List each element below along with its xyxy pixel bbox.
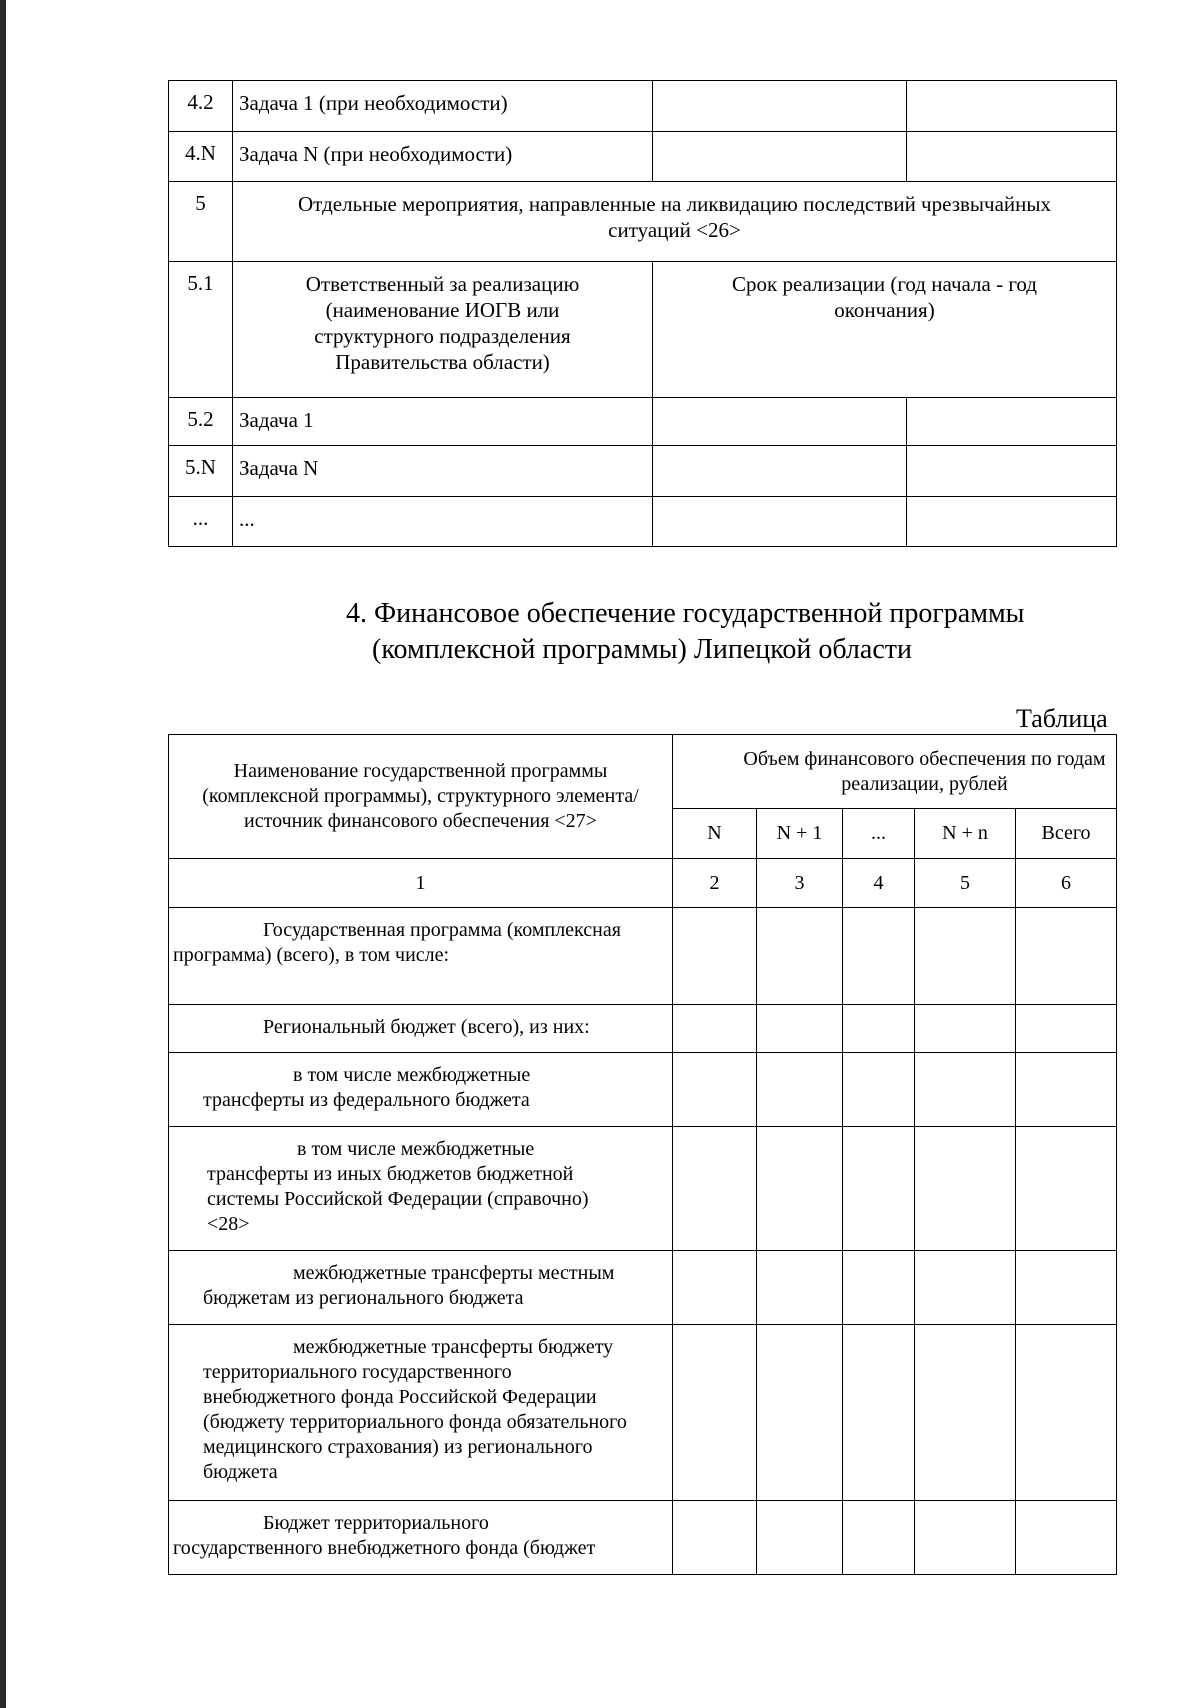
empty-cell	[915, 1251, 1016, 1325]
row-label-first-line: межбюджетные трансферты местным	[293, 1262, 615, 1284]
empty-cell	[653, 398, 907, 446]
empty-cell	[915, 1325, 1016, 1501]
column-number: 5	[915, 859, 1016, 908]
task-text: Задача 1	[233, 398, 653, 446]
row-label-first-line: в том числе межбюджетные	[297, 1138, 535, 1160]
row-label	[169, 1251, 673, 1325]
empty-cell	[673, 1053, 757, 1127]
row-number: 5.2	[169, 398, 233, 446]
empty-cell	[843, 1053, 915, 1127]
responsible-header: Ответственный за реализацию (наименование ИОГВ или структурного подразделения Правительства области)	[233, 262, 653, 398]
table-row	[169, 182, 1117, 262]
row-label	[169, 1005, 673, 1053]
row-label-first-line: в том числе межбюджетные	[293, 1064, 531, 1086]
empty-cell	[653, 497, 907, 547]
empty-cell	[1016, 908, 1117, 1005]
table-row	[169, 1501, 1117, 1575]
empty-cell	[907, 446, 1117, 497]
table-row	[169, 1251, 1117, 1325]
table-row	[169, 908, 1117, 1005]
row-label	[169, 908, 673, 1005]
total-column-header: Всего	[1016, 809, 1117, 859]
year-column-header: N + n	[915, 809, 1016, 859]
empty-cell	[1016, 1053, 1117, 1127]
section-5-title: Отдельные мероприятия, направленные на ликвидацию последствий чрезвычайных ситуаций <26>	[233, 182, 1117, 262]
task-text: ...	[233, 497, 653, 547]
empty-cell	[843, 1501, 915, 1575]
row-label-rest: государственного внебюджетного фонда (бюджет	[173, 1537, 596, 1559]
funding-group-header: Объем финансового обеспечения по годам реализации, рублей	[673, 735, 1117, 809]
empty-cell	[757, 1005, 843, 1053]
empty-cell	[757, 1053, 843, 1127]
table-row	[169, 1053, 1117, 1127]
empty-cell	[673, 1127, 757, 1251]
empty-cell	[907, 497, 1117, 547]
empty-cell	[1016, 1251, 1117, 1325]
table-row	[169, 398, 1117, 446]
row-label	[169, 1127, 673, 1251]
empty-cell	[653, 446, 907, 497]
table-row	[169, 81, 1117, 132]
task-text: Задача 1 (при необходимости)	[233, 81, 653, 132]
empty-cell	[673, 1005, 757, 1053]
empty-cell	[757, 908, 843, 1005]
column-number: 1	[169, 859, 673, 908]
table-header-row	[169, 735, 1117, 809]
heading-line-2: (комплексной программы) Липецкой области	[372, 634, 912, 665]
table-row	[169, 1325, 1117, 1501]
empty-cell	[673, 1325, 757, 1501]
task-text: Задача N	[233, 446, 653, 497]
empty-cell	[1016, 1325, 1117, 1501]
year-column-header: N	[673, 809, 757, 859]
empty-cell	[915, 1005, 1016, 1053]
heading-line-1: 4. Финансовое обеспечение государственной программы	[346, 598, 1025, 629]
table-row	[169, 1005, 1117, 1053]
scan-edge	[0, 0, 6, 1708]
row-label	[169, 1325, 673, 1501]
row-number: 4.N	[169, 132, 233, 182]
year-column-header: N + 1	[757, 809, 843, 859]
empty-cell	[673, 908, 757, 1005]
empty-cell	[757, 1251, 843, 1325]
empty-cell	[843, 908, 915, 1005]
table-row	[169, 446, 1117, 497]
column-number: 4	[843, 859, 915, 908]
row-label-rest: программа) (всего), в том числе:	[173, 944, 450, 966]
table-caption: Таблица	[1016, 704, 1108, 733]
empty-cell	[907, 132, 1117, 182]
row-label	[169, 1053, 673, 1127]
empty-cell	[907, 81, 1117, 132]
row-label-first-line: Региональный бюджет (всего), из них:	[263, 1016, 590, 1038]
row-label-first-line: Бюджет территориального	[263, 1512, 489, 1534]
empty-cell	[915, 1053, 1016, 1127]
empty-cell	[915, 1127, 1016, 1251]
empty-cell	[915, 1501, 1016, 1575]
financing-table	[168, 734, 1117, 1575]
empty-cell	[653, 81, 907, 132]
table-row	[169, 497, 1117, 547]
table-row	[169, 132, 1117, 182]
column-number: 6	[1016, 859, 1117, 908]
empty-cell	[1016, 1501, 1117, 1575]
term-header: Срок реализации (год начала - год окончания)	[653, 262, 1117, 398]
row-label-rest: территориального государственного внебюджетного фонда Российской Федерации (бюджету территориального фонда обязательного медицинского страхования) из регионального бюджета	[203, 1361, 627, 1483]
row-label-first-line: межбюджетные трансферты бюджету	[293, 1336, 614, 1358]
tasks-table	[168, 80, 1117, 547]
empty-cell	[907, 398, 1117, 446]
row-number: 5.N	[169, 446, 233, 497]
column-number: 3	[757, 859, 843, 908]
empty-cell	[843, 1005, 915, 1053]
empty-cell	[843, 1325, 915, 1501]
table-row	[169, 1127, 1117, 1251]
table-row	[169, 262, 1117, 398]
section-4-heading	[300, 596, 1100, 668]
row-number: ...	[169, 497, 233, 547]
row-label-first-line: Государственная программа (комплексная	[263, 919, 621, 941]
empty-cell	[757, 1325, 843, 1501]
empty-cell	[653, 132, 907, 182]
empty-cell	[673, 1251, 757, 1325]
year-column-header: ...	[843, 809, 915, 859]
row-number: 5.1	[169, 262, 233, 398]
column-number: 2	[673, 859, 757, 908]
empty-cell	[915, 908, 1016, 1005]
empty-cell	[843, 1127, 915, 1251]
task-text: Задача N (при необходимости)	[233, 132, 653, 182]
empty-cell	[843, 1251, 915, 1325]
empty-cell	[673, 1501, 757, 1575]
row-number: 4.2	[169, 81, 233, 132]
empty-cell	[1016, 1127, 1117, 1251]
empty-cell	[757, 1501, 843, 1575]
empty-cell	[757, 1127, 843, 1251]
row-label-rest: трансферты из иных бюджетов бюджетной системы Российской Федерации (справочно) <28>	[207, 1163, 589, 1235]
row-label-rest: трансферты из федерального бюджета	[203, 1089, 530, 1111]
name-column-header: Наименование государственной программы (комплексной программы), структурного элемента/источник финансового обеспечения <27>	[169, 735, 673, 859]
empty-cell	[1016, 1005, 1117, 1053]
row-label	[169, 1501, 673, 1575]
row-number: 5	[169, 182, 233, 262]
row-label-rest: бюджетам из регионального бюджета	[203, 1287, 524, 1309]
column-number-row	[169, 859, 1117, 908]
